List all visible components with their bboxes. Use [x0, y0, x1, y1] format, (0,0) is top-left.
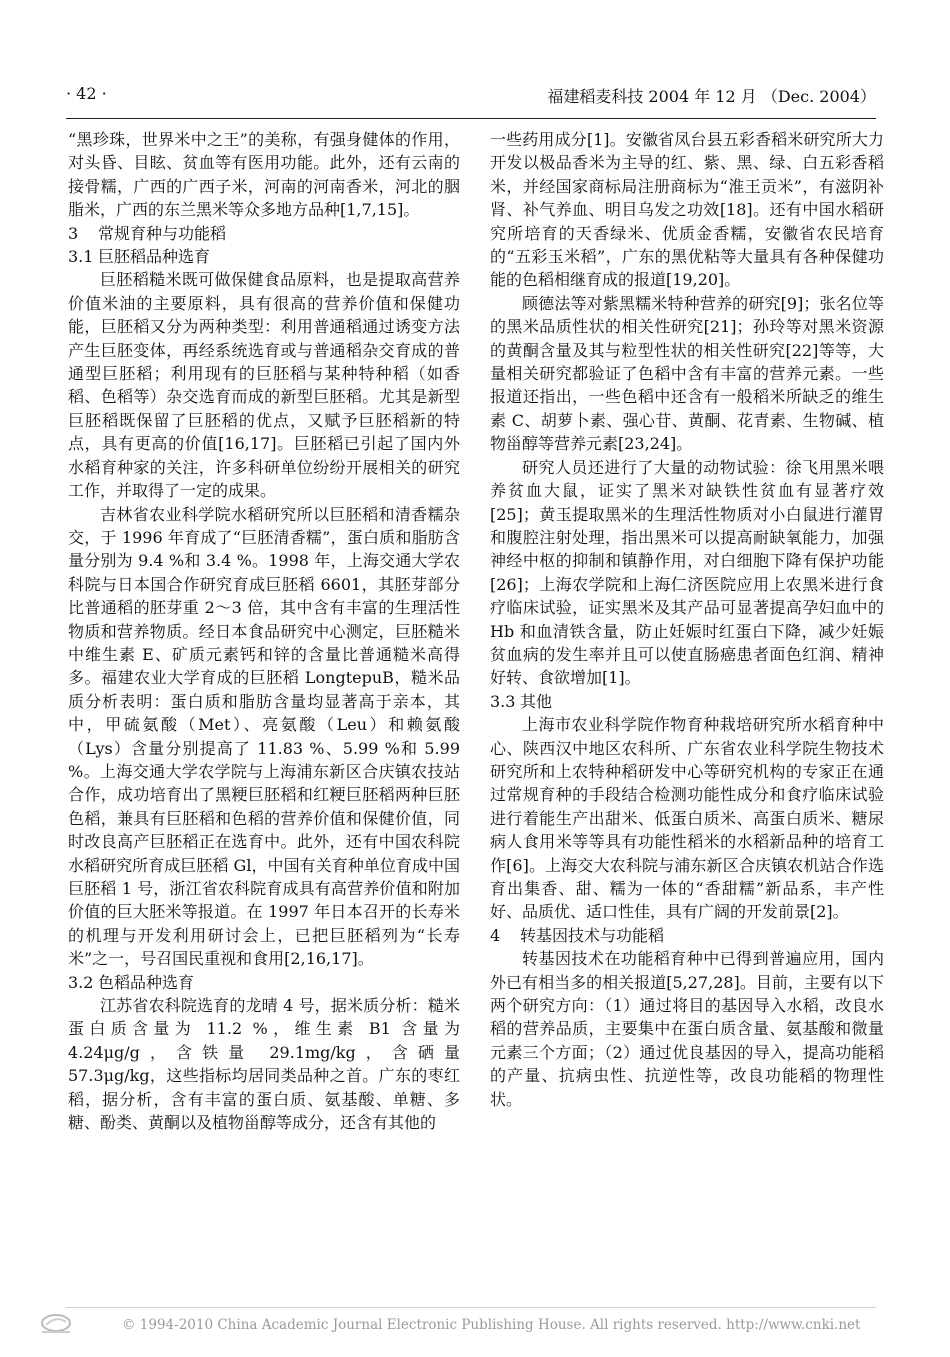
section-title: 巨胚稻品种选育 [98, 247, 211, 267]
section-number: 3.1 [68, 247, 94, 267]
paragraph: 研究人员还进行了大量的动物试验：徐飞用黑米喂养贫血大鼠，证实了黑米对缺铁性贫血有显著疗效[25]；黄玉提取黑米的生理活性物质对小白鼠进行灌胃和腹腔注射处理，指出黑米可以提高耐缺氧能力，加强神经中枢的抑制和镇静作用，对白细胞下降有保护功能[26]；上海农学院和上海仁济医院应用上农黑米进行食疗临床试验，证实黑米及其产品可显著提高孕妇血中的 Hb 和血清铁含量，防止妊娠时红蛋白下降，减少妊娠贫血病的发生率并且可以使直肠癌患者面色红润、精神好转、食欲增加[1]。 [490, 457, 884, 688]
left-column [68, 128, 460, 1134]
section-number: 4 [490, 925, 501, 945]
journal-title: 福建稻麦科技 2004 年 12 月 （Dec. 2004） [547, 87, 876, 106]
paragraph: 一些药用成分[1]。安徽省凤台县五彩香稻米研究所大力开发以极品香米为主导的红、紫、黑、绿、白五彩香稻米，并经国家商标局注册商标为“淮王贡米”，有滋阴补肾、补气养血、明目乌发之功效[18]。还有中国水稻研究所培育的天香绿米、优质金香糯，安徽省农民培育的“五彩玉米稻”，广东的黑优粘等大量具有各种保健功能的色稻相继育成的报道[19,20]。 [490, 130, 884, 290]
footer-rule [66, 1307, 876, 1308]
paragraph: 江苏省农科院选育的龙晴 4 号，据米质分析：糙米蛋白质含量为 11.2 %，维生素 B1 含量为 4.24μg/g，含铁量 29.1mg/kg，含硒量 57.3μg/kg，这些指标均居同类品种之首。广东的枣红稻，据分析，含有丰富的蛋白质、氨基酸、单糖、多糖、酚类、黄酮以及植物甾醇等成分，还含有其他的 [68, 996, 460, 1133]
footer [36, 1313, 916, 1339]
paragraph: 上海市农业科学院作物育种栽培研究所水稻育种中心、陕西汉中地区农科所、广东省农业科学院生物技术研究所和上农特种稻研发中心等研究机构的专家正在通过常规育种的手段结合检测功能性成分和食疗临床试验进行着能生产出甜米、低蛋白质米、高蛋白质米、糖尿病人食用米等等具有功能性稻米的水稻新品种的培育工作[6]。上海交大农科院与浦东新区合庆镇农机站合作选育出集香、甜、糯为一体的“香甜糯”新品系，丰产性好、品质优、适口性佳，具有广阔的开发前景[2]。 [490, 715, 884, 922]
section-heading-3-1 [68, 245, 460, 268]
section-title: 色稻品种选育 [98, 972, 195, 992]
section-heading-3-3 [490, 690, 884, 713]
section-number: 3.3 [490, 691, 516, 711]
section-title: 其他 [520, 691, 553, 711]
paragraph: 转基因技术在功能稻育种中已得到普遍应用，国内外已有相当多的相关报道[5,27,28]。目前，主要有以下两个研究方向：（1）通过将目的基因导入水稻，改良水稻的营养品质，主要集中在蛋白质含量、氨基酸和微量元素三个方面；（2）通过优良基因的导入，提高功能稻的产量、抗病虫性、抗逆性等，改良功能稻的物理性状。 [490, 949, 884, 1109]
header-rule [66, 118, 876, 119]
paragraph: 吉林省农业科学院水稻研究所以巨胚稻和清香糯杂交，于 1996 年育成了“巨胚清香糯”，蛋白质和脂肪含量分别为 9.4 %和 3.4 %。1998 年，上海交通大学农科院与日本国合作研究育成巨胚稻 6601，其胚芽部分比普通稻的胚芽重 2～3 倍，其中含有丰富的生理活性物质和营养物质。经日本食品研究中心测定，巨胚糙米中维生素 E、矿质元素钙和锌的含量比普通糙米高得多。福建农业大学育成的巨胚稻 LongtepuB，糙米品质分析表明：蛋白质和脂肪含量均显著高于亲本，其中，甲硫氨酸（Met）、亮氨酸（Leu）和赖氨酸（Lys）含量分别提高了 11.83 %、5.99 %和 5.99 %。上海交通大学农学院与上海浦东新区合庆镇农技站合作，成功培育出了黑粳巨胚稻和红粳巨胚稻两种巨胚色稻，兼具有巨胚稻和色稻的营养价值和保健价值，同时改良高产巨胚稻正在选育中。此外，还有中国农科院水稻研究所育成巨胚稻 Gl，中国有关育种单位育成中国巨胚稻 1 号，浙江省农科院育成具有高营养价值和附加价值的巨大胚米等报道。在 1997 年日本召开的长寿米的机理与开发利用研讨会上，已把巨胚稻列为“长寿米”之一，号召国民重视和食用[2,16,17]。 [68, 504, 460, 969]
paragraph: 顾德法等对紫黑糯米特种营养的研究[9]；张名位等的黑米品质性状的相关性研究[21]；孙玲等对黑米资源的黄酮含量及其与粒型性状的相关性研究[22]等等，大量相关研究都验证了色稻中含有丰富的营养元素。一些报道还指出，一些色稻中还含有一般稻米所缺乏的维生素 C、胡萝卜素、强心苷、黄酮、花青素、生物碱、植物甾醇等营养元素[23,24]。 [490, 293, 884, 454]
right-column [490, 128, 884, 1111]
section-heading-4 [490, 924, 884, 947]
section-heading-3-2 [68, 971, 460, 994]
paragraph: “黑珍珠，世界米中之王”的美称，有强身健体的作用，对头昏、目眩、贫血等有医用功能。此外，还有云南的接骨糯，广西的广西子米，河南的河南香米，河北的胭脂米，广西的东兰黑米等众多地方品种[1,7,15]。 [68, 130, 460, 220]
section-number: 3.2 [68, 972, 94, 992]
paragraph: 巨胚稻糙米既可做保健食品原料，也是提取高营养价值米油的主要原料，具有很高的营养价值和保健功能，巨胚稻又分为两种类型：利用普通稻通过诱变方法产生巨胚变体，再经系统选育或与普通稻杂交育成的普通型巨胚稻；利用现有的巨胚稻与某种特种稻（如香稻、色稻等）杂交选育而成的新型巨胚稻。尤其是新型巨胚稻既保留了巨胚稻的优点，又赋予巨胚稻新的特点，具有更高的价值[16,17]。巨胚稻已引起了国内外水稻育种家的关注，许多科研单位纷纷开展相关的研究工作，并取得了一定的成果。 [68, 270, 460, 501]
running-header [66, 84, 876, 112]
section-title: 常规育种与功能稻 [98, 223, 227, 243]
section-number: 3 [68, 223, 79, 243]
page-number: · 42 · [66, 84, 107, 103]
publisher-logo-icon [36, 1313, 76, 1335]
section-title: 转基因技术与功能稻 [520, 925, 665, 945]
copyright-notice: © 1994-2010 China Academic Journal Electronic Publishing House. All rights reserved. http://www.cnki.net [122, 1317, 861, 1333]
section-heading-3 [68, 222, 460, 245]
